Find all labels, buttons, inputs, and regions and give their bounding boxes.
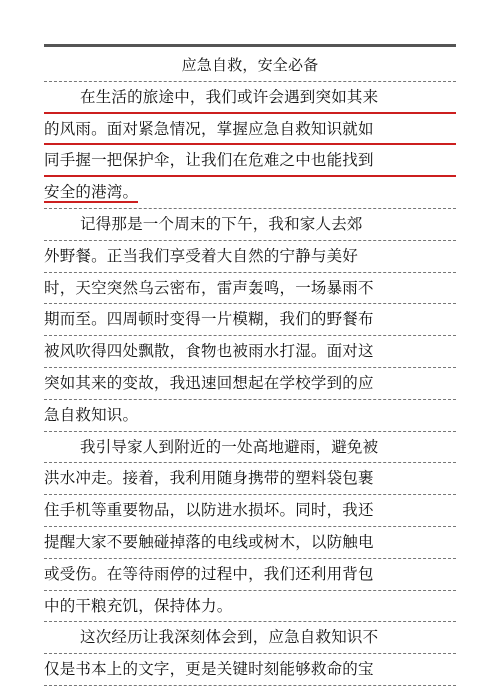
text-line-9 [44, 336, 456, 368]
text-line-3 [44, 145, 456, 177]
top-rule [44, 44, 456, 47]
text-line-18 [44, 622, 456, 654]
text-line-1 [44, 82, 456, 114]
composition-page [44, 50, 456, 686]
line-text: 中的干粮充饥，保持体力。 [44, 596, 233, 615]
line-text: 急自救知识。 [44, 405, 139, 424]
line-text: 我引导家人到附近的一处高地避雨，避免被 [80, 437, 379, 456]
line-text: 这次经历让我深刻体会到，应急自救知识不 [80, 628, 379, 647]
text-line-4 [44, 177, 456, 209]
line-text: 或受伤。在等待雨停的过程中，我们还利用背包 [44, 564, 374, 583]
line-text: 仅是书本上的文字，更是关键时刻能够救命的宝 [44, 660, 374, 679]
text-line-10 [44, 368, 456, 400]
line-text: 期而至。四周顿时变得一片模糊，我们的野餐布 [44, 310, 374, 329]
text-line-2 [44, 114, 456, 146]
text-line-17 [44, 591, 456, 623]
line-text: 住手机等重要物品，以防进水损坏。同时，我还 [44, 501, 374, 520]
line-text: 外野餐。正当我们享受着大自然的宁静与美好 [44, 246, 359, 265]
line-text: 提醒大家不要触碰掉落的电线或树木，以防触电 [44, 532, 374, 551]
line-text: 被风吹得四处飘散，食物也被雨水打湿。面对这 [44, 342, 374, 361]
text-line-14 [44, 495, 456, 527]
text-line-8 [44, 304, 456, 336]
composition-title: 应急自救，安全必备 [44, 50, 456, 82]
line-text: 突如其来的变故，我迅速回想起在学校学到的应 [44, 373, 374, 392]
line-text: 洪水冲走。接着，我利用随身携带的塑料袋包裹 [44, 469, 374, 488]
text-line-19 [44, 654, 456, 686]
line-text: 在生活的旅途中，我们或许会遇到突如其来 [80, 87, 379, 106]
text-line-13 [44, 463, 456, 495]
text-line-11 [44, 400, 456, 432]
line-text: 记得那是一个周末的下午，我和家人去郊 [80, 214, 363, 233]
line-text: 同手握一把保护伞，让我们在危难之中也能找到 [44, 151, 374, 170]
text-line-15 [44, 527, 456, 559]
line-text: 时，天空突然乌云密布，雷声轰鸣，一场暴雨不 [44, 278, 374, 297]
line-text: 的风雨。面对紧急情况，掌握应急自救知识就如 [44, 119, 374, 138]
text-line-5 [44, 209, 456, 241]
line-text: 安全的港湾。 [44, 183, 139, 202]
text-line-6 [44, 241, 456, 273]
text-line-12 [44, 432, 456, 464]
text-line-7 [44, 273, 456, 305]
text-line-16 [44, 559, 456, 591]
